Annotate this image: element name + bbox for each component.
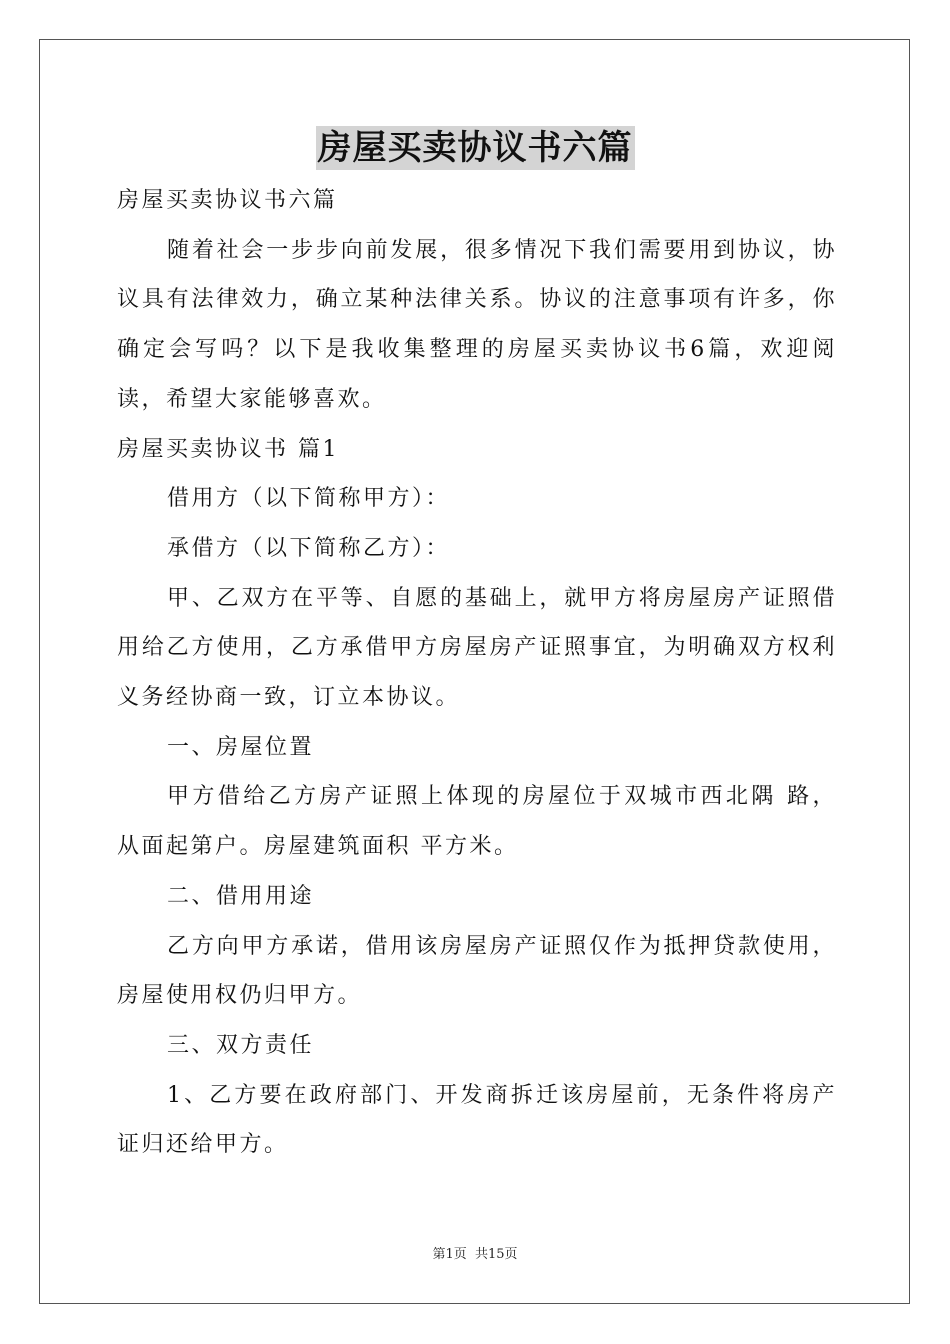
- paragraph: 房屋买卖协议书六篇: [117, 188, 338, 213]
- paragraph: 随着社会一步步向前发展，很多情况下我们需要用到协议，协议具有法律效力，确立某种法律关系。协议的注意事项有许多，你确定会写吗？以下是我收集整理的房屋买卖协议书6篇，欢迎阅读，希望大家能够喜欢。: [117, 237, 837, 412]
- paragraph: 甲、乙双方在平等、自愿的基础上，就甲方将房屋房产证照借用给乙方使用，乙方承借甲方房屋房产证照事宜，为明确双方权利义务经协商一致，订立本协议。: [117, 585, 837, 711]
- clause-heading: 二、借用用途: [167, 883, 315, 909]
- document-title: 房屋买卖协议书六篇: [317, 128, 633, 168]
- page-total: 共15页: [474, 1247, 518, 1262]
- paragraph: 乙方向甲方承诺，借用该房屋房产证照仅作为抵押贷款使用，房屋使用权仍归甲方。: [117, 933, 837, 1009]
- clause-heading: 三、双方责任: [167, 1032, 315, 1058]
- section-heading: 房屋买卖协议书 篇1: [117, 436, 339, 462]
- page-footer: [0, 1246, 950, 1264]
- title-container: [0, 126, 950, 170]
- clause-heading: 一、房屋位置: [167, 734, 315, 760]
- paragraph: 借用方（以下简称甲方）：: [167, 486, 451, 512]
- paragraph: 1、乙方要在政府部门、开发商拆迁该房屋前，无条件将房产证归还给甲方。: [117, 1082, 837, 1158]
- paragraph: 甲方借给乙方房产证照上体现的房屋位于双城市西北隅 路，从面起第户。房屋建筑面积 平方米。: [117, 784, 837, 860]
- page-number: 第1页: [432, 1247, 467, 1262]
- document-body: [117, 176, 837, 1170]
- paragraph: 承借方（以下简称乙方）：: [167, 535, 451, 561]
